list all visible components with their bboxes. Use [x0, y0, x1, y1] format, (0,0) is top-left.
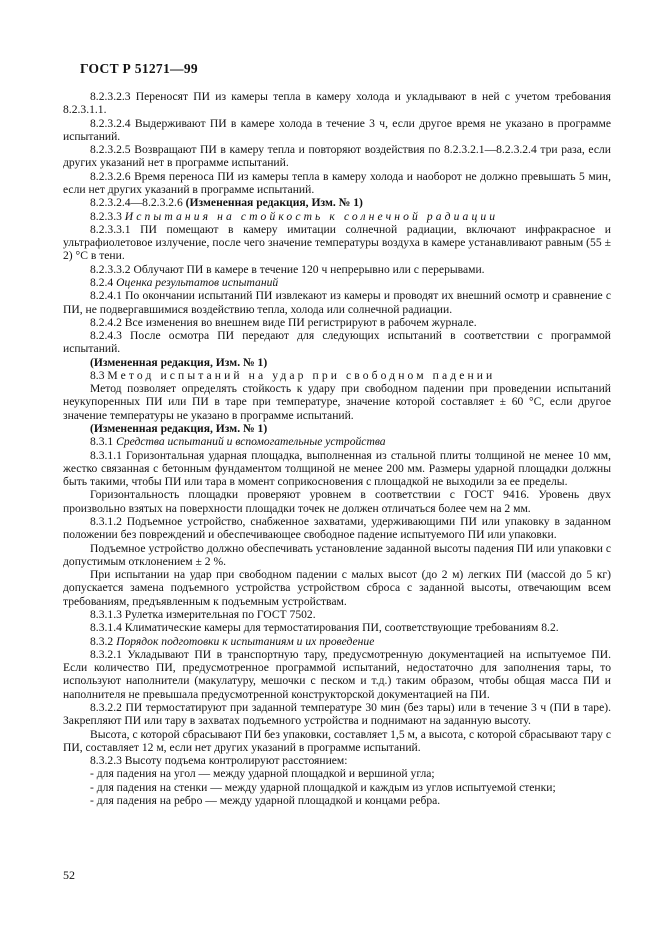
list-item-corner: - для падения на угол — между ударной площадкой и вершиной угла;: [90, 767, 435, 781]
document-content: [63, 90, 611, 807]
list-item-wall: - для падения на стенки — между ударной площадкой и каждым из углов испытуемой стенки;: [90, 780, 556, 794]
amendment-note-8-2-3-2: 8.2.3.2.4—8.2.3.2.6 (Измененная редакция, Изм. № 1): [90, 196, 363, 210]
para-8-3-1-1: 8.3.1.1 Горизонтальная ударная площадка, выполненная из стальной плиты толщиной не менее 10 мм, жестко связанная с бетонным фундаментом толщиной не менее 200 мм. Размеры ударной площадки должны быть такими, чтобы ПИ или тара в момент соприкосновения с площадкой не выходили за ее пределы.: [63, 448, 611, 489]
para-8-3-1-2-substitute: При испытании на удар при свободном падении с малых высот (до 2 м) легких ПИ (массой до 5 кг) допускается замена подъемного устройства устройством сброса с заданной высоты, отвечающим всем требованиям, предъявленным к подъемным устройствам.: [63, 568, 611, 608]
para-8-2-3-2-5: 8.2.3.2.5 Возвращают ПИ в камеру тепла и повторяют воздействия по 8.2.3.2.1—8.2.3.2.4 три раза, если других указаний нет в программе испытаний.: [63, 143, 611, 170]
heading-8-3-1: 8.3.1 Средства испытаний и вспомогательные устройства: [90, 435, 386, 449]
para-8-3-1-2: 8.3.1.2 Подъемное устройство, снабженное захватами, удерживающими ПИ или упаковку в заданном положении без повреждений и обеспечивающее свободное падение испытуемого ПИ или упаковки.: [63, 515, 611, 542]
para-8-3-2-2: 8.3.2.2 ПИ термостатируют при заданной температуре 30 мин (без тары) или в течение 3 ч (ПИ в таре). Закрепляют ПИ или тару в захватах подъемного устройства и поднимают на заданную высоту.: [63, 700, 611, 728]
standard-designation: ГОСТ Р 51271—99: [80, 61, 198, 76]
para-8-2-3-2-6: 8.2.3.2.6 Время переноса ПИ из камеры тепла в камеру холода и наоборот не должно превышать 5 мин, если нет других указаний в программе испытаний.: [63, 169, 611, 196]
amendment-note-8-3: (Измененная редакция, Изм. № 1): [90, 422, 268, 436]
para-8-3-2-2-heights: Высота, с которой сбрасывают ПИ без упаковки, составляет 1,5 м, а высота, с которой сбрасывают тару с ПИ, составляет 12 м, если нет других указаний в программе испытаний.: [63, 727, 611, 754]
para-8-2-3-3-2: 8.2.3.3.2 Облучают ПИ в камере в течение 120 ч непрерывно или с перерывами.: [90, 262, 485, 276]
heading-8-3: 8.3 Метод испытаний на удар при свободном падении: [90, 368, 496, 382]
para-8-3-1-1-level: Горизонтальность площадки проверяют уровнем в соответствии с ГОСТ 9416. Уровень двух произвольно взятых на поверхности площадки точек не должен отличаться более чем на 2 мм.: [63, 488, 611, 515]
para-8-3-intro: Метод позволяет определять стойкость к удару при свободном падении при проведении испытаний неукупоренных ПИ или ПИ в таре при температуре, значение которой составляет ± 60 °С, если другое значение температуры не указано в программе испытаний.: [63, 382, 611, 422]
para-8-3-2-3: 8.3.2.3 Высоту подъема контролируют расстоянием:: [90, 754, 348, 768]
heading-8-3-2: 8.3.2 Порядок подготовки к испытаниям и их проведение: [90, 634, 375, 648]
para-8-2-3-2-3: 8.2.3.2.3 Переносят ПИ из камеры тепла в камеру холода и укладывают в ней с учетом требования 8.2.3.1.1.: [63, 90, 611, 117]
heading-8-2-3-3: 8.2.3.3 Испытания на стойкость к солнечной радиации: [90, 209, 499, 223]
list-item-edge: - для падения на ребро — между ударной площадкой и концами ребра.: [90, 793, 441, 807]
heading-8-2-4: 8.2.4 Оценка результатов испытаний: [90, 275, 279, 289]
para-8-2-3-3-1: 8.2.3.3.1 ПИ помещают в камеру имитации солнечной радиации, включают инфракрасное и ультрафиолетовое излучение, после чего значение температуры воздуха в камере устанавливают равным (55 ± 2) °С в тени.: [63, 222, 611, 263]
para-8-3-1-2-tolerance: Подъемное устройство должно обеспечивать установление заданной высоты падения ПИ или упаковки с допустимым отклонением ± 2 %.: [63, 541, 611, 568]
page-number: 52: [63, 868, 75, 882]
amendment-note-8-2-4: (Измененная редакция, Изм. № 1): [90, 355, 268, 369]
para-8-2-4-2: 8.2.4.2 Все изменения во внешнем виде ПИ регистрируют в рабочем журнале.: [90, 315, 477, 329]
para-8-2-4-3: 8.2.4.3 После осмотра ПИ передают для следующих испытаний в соответствии с программой испытаний.: [63, 329, 611, 356]
para-8-2-3-2-4: 8.2.3.2.4 Выдерживают ПИ в камере холода в течение 3 ч, если другое время не указано в программе испытаний.: [63, 116, 611, 143]
para-8-3-2-1: 8.3.2.1 Укладывают ПИ в транспортную тару, предусмотренную документацией на испытуемое ПИ. Если количество ПИ, предусмотренное программой испытаний, недостаточно для заполнения тары, то используют наполнители (макулатуру, мешочки с песком и т.д.) таким образом, чтобы общая масса ПИ и наполнителя не превышала предусмотренной конструкторской документацией на ПИ.: [63, 647, 611, 701]
para-8-2-4-1: 8.2.4.1 По окончании испытаний ПИ извлекают из камеры и проводят их внешний осмотр и сравнение с ПИ, не подвергавшимися воздействию тепла, холода или солнечной радиации.: [63, 289, 611, 316]
para-8-3-1-4: 8.3.1.4 Климатические камеры для термостатирования ПИ, соответствующие требованиям 8.2.: [90, 621, 559, 635]
para-8-3-1-3: 8.3.1.3 Рулетка измерительная по ГОСТ 7502.: [90, 607, 316, 621]
